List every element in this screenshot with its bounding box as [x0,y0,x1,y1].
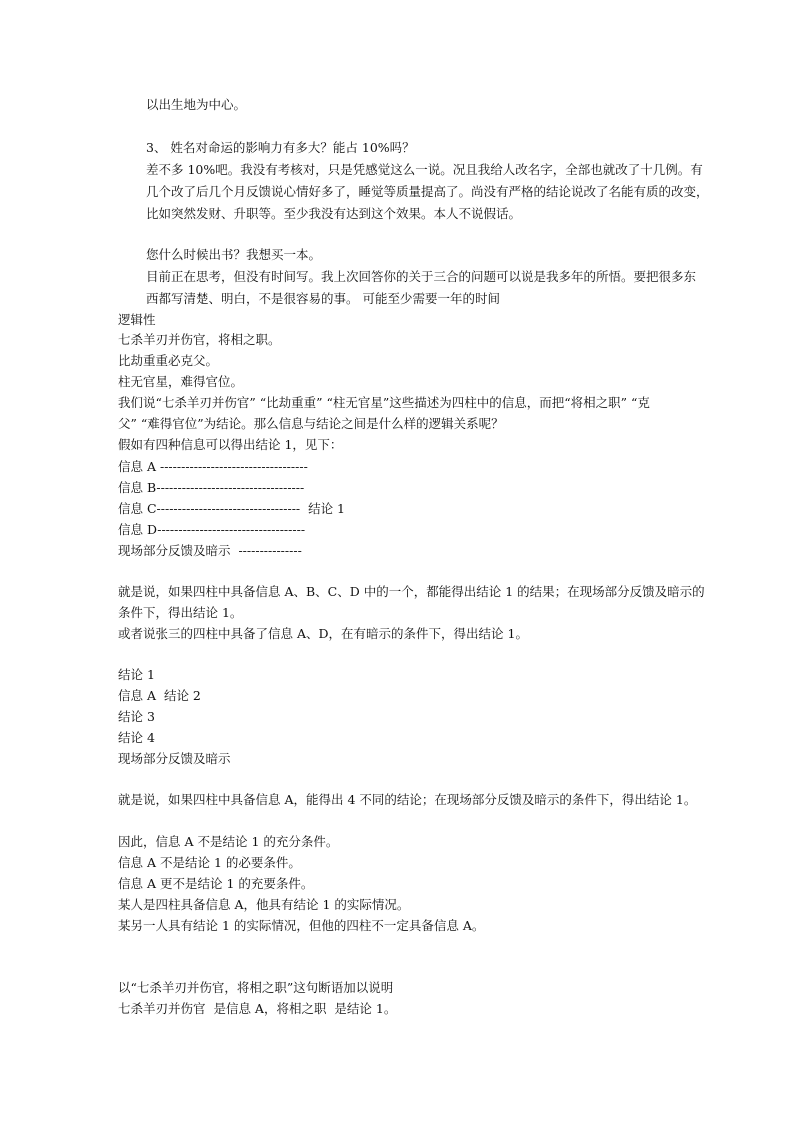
diagram-line: 信息 D----------------------------------- [118,522,306,537]
text-line: 信息 A 不是结论 1 的必要条件。 [118,855,301,870]
text-line: 条件下，得出结论 1。 [118,605,243,620]
section-heading: 逻辑性 [118,312,156,327]
diagram-line: 信息 C---------------------------------- 结论 1 [118,501,346,516]
text-line: 或者说张三的四柱中具备了信息 A、D，在有暗示的条件下，得出结论 1。 [118,626,528,641]
text-line: 假如有四种信息可以得出结论 1，见下： [118,437,343,452]
text-line: 某另一人具有结论 1 的实际情况，但他的四柱不一定具备信息 A。 [118,918,485,933]
text-line: 几个改了后几个月反馈说心情好多了，睡觉等质量提高了。尚没有严格的结论说改了名能有质的改变， [146,184,709,199]
question-heading: 3、 姓名对命运的影响力有多大？能占 10%吗？ [146,140,415,155]
text-line: 七杀羊刃并伤官 是信息 A，将相之职 是结论 1。 [118,1001,397,1016]
text-line: 比劫重重必克父。 [118,353,219,368]
text-line: 目前正在思考，但没有时间写。我上次回答你的关于三合的问题可以说是我多年的所悟。要把很多东 [146,269,697,284]
text-line: 西都写清楚、明白，不是很容易的事。 可能至少需要一年的时间 [146,291,500,306]
text-line: 以“七杀羊刃并伤官，将相之职”这句断语加以说明 [118,980,394,995]
diagram-line: 结论 4 [118,730,155,745]
diagram-line: 结论 1 [118,667,155,682]
text-line: 以出生地为中心。 [146,97,247,112]
text-line: 我们说“七杀羊刃并伤官” “比劫重重” “柱无官星”这些描述为四柱中的信息，而把“将相之职” “克 [118,395,650,410]
text-line: 信息 A 更不是结论 1 的充要条件。 [118,876,314,891]
question-heading: 您什么时候出书？我想买一本。 [146,247,322,262]
diagram-line: 现场部分反馈及暗示 --------------- [118,543,302,558]
text-line: 差不多 10%吧。我没有考核对，只是凭感觉这么一说。况且我给人改名字，全部也就改了十几例。有 [146,162,703,177]
text-line: 因此，信息 A 不是结论 1 的充分条件。 [118,834,339,849]
diagram-line: 结论 3 [118,709,155,724]
text-line: 柱无官星，难得官位。 [118,374,244,389]
diagram-line: 现场部分反馈及暗示 [118,751,231,766]
diagram-line: 信息 B----------------------------------- [118,480,305,495]
diagram-line: 信息 A ----------------------------------- [118,459,308,474]
text-line: 某人是四柱具备信息 A，他具有结论 1 的实际情况。 [118,897,410,912]
diagram-line: 信息 A 结论 2 [118,688,201,703]
text-line: 七杀羊刃并伤官，将相之职。 [118,332,281,347]
text-line: 就是说，如果四柱中具备信息 A，能得出 4 不同的结论；在现场部分反馈及暗示的条件下，得出结论 1。 [118,792,697,807]
text-line: 父” “难得官位”为结论。那么信息与结论之间是什么样的逻辑关系呢？ [118,416,504,431]
text-line: 就是说，如果四柱中具备信息 A、B、C、D 中的一个，都能得出结论 1 的结果；在现场部分反馈及暗示的 [118,584,705,599]
text-line: 比如突然发财、升职等。至少我没有达到这个效果。本人不说假话。 [146,206,522,221]
